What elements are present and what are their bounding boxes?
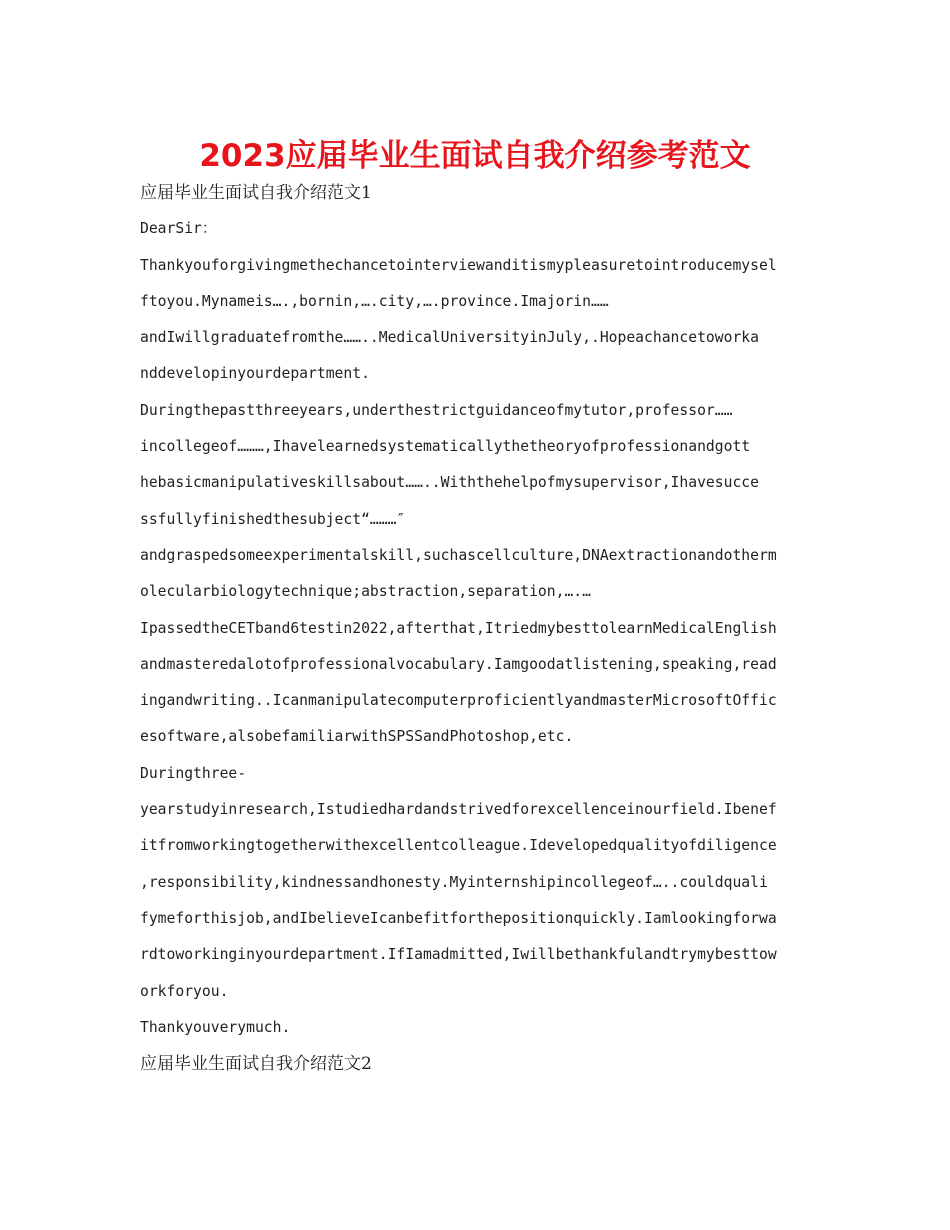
section-heading: 应届毕业生面试自我介绍范文2 [140,1054,372,1075]
body-text-line: Duringthepastthreeyears,underthestrictguidanceofmytutor,professor…… [140,401,733,419]
body-text-line: orkforyou. [140,982,229,1000]
body-text-line: nddevelopinyourdepartment. [140,365,370,383]
body-text-line: yearstudyinresearch,Istudiedhardandstrivedforexcellenceinourfield.Ibenef [140,801,777,819]
body-text-line: Duringthree- [140,764,247,782]
body-text-line: Thankyouforgivingmethechancetointerviewanditismypleasuretointroducemysel [140,256,777,274]
body-text-line: IpassedtheCETband6testin2022,afterthat,ItriedmybesttolearnMedicalEnglish [140,619,777,637]
body-text-line: Thankyouverymuch. [140,1018,291,1036]
body-text-line: itfromworkingtogetherwithexcellentcolleague.Idevelopedqualityofdiligence [140,837,777,855]
body-text-line: ,responsibility,kindnessandhonesty.Myinternshipincollegeof…..couldquali [140,873,768,891]
body-text-line: DearSir： [140,220,217,238]
body-text-line: olecularbiologytechnique;abstraction,separation,….… [140,583,591,601]
section-heading: 应届毕业生面试自我介绍范文1 [140,183,372,203]
body-text-line: andIwillgraduatefromthe……..MedicalUniversityinJuly,.Hopeachancetoworka [140,329,759,347]
body-text-line: andgraspedsomeexperimentalskill,suchascellculture,DNAextractionandotherm [140,546,777,564]
body-text-line: ssfullyfinishedthesubject“………″ [140,510,406,528]
body-text-line: rdtoworkinginyourdepartment.IfIamadmitted,Iwillbethankfulandtrymybesttow [140,946,777,964]
body-text-line: incollegeof………,Ihavelearnedsystematicallythetheoryofprofessionandgott [140,438,751,456]
body-text-line: andmasteredalotofprofessionalvocabulary.Iamgoodatlistening,speaking,read [140,655,777,673]
body-text-line: hebasicmanipulativeskillsabout……..Withthehelpofmysupervisor,Ihavesucce [140,474,759,492]
document-body [140,175,812,1082]
body-text-line: ftoyou.Mynameis….,bornin,….city,….province.Imajorin…… [140,292,609,310]
document-title: 2023应届毕业生面试自我介绍参考范文 [199,138,751,174]
body-text-line: fymeforthisjob,andIbelieveIcanbefitforthepositionquickly.Iamlookingforwa [140,909,777,927]
body-text-line: esoftware,alsobefamiliarwithSPSSandPhotoshop,etc. [140,728,574,746]
body-text-line: ingandwriting..IcanmanipulatecomputerproficientlyandmasterMicrosoftOffic [140,692,777,710]
